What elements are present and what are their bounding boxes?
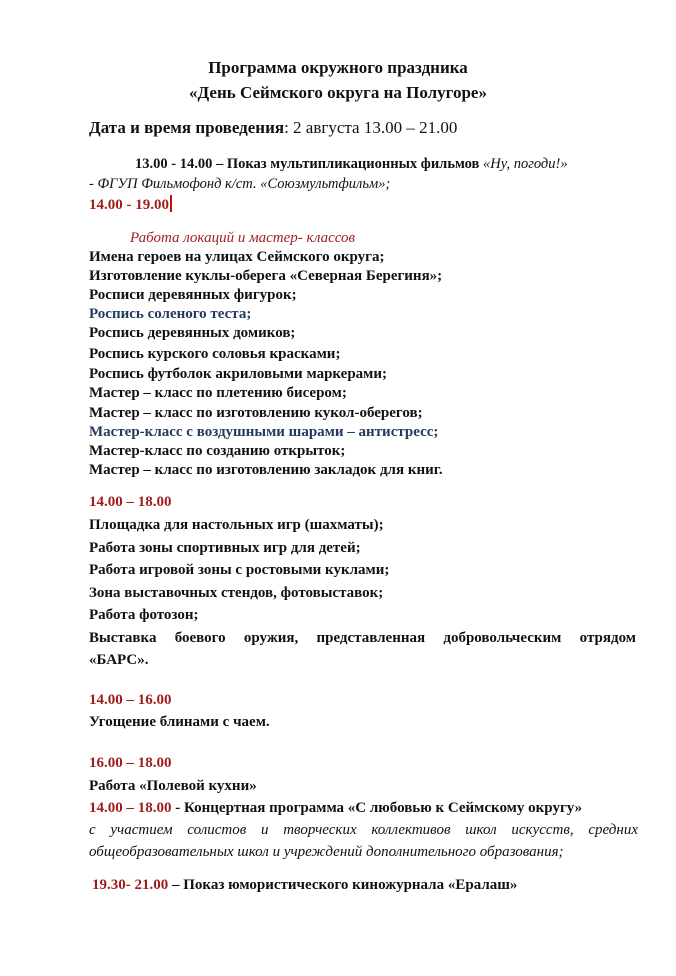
date-label: Дата и время проведения: [89, 118, 285, 137]
block3-time: 14.00 – 16.00: [89, 692, 172, 708]
block1-item: Мастер-класс по созданию открыток;: [89, 443, 346, 459]
first-event-time: 13.00 - 14.00 –: [135, 156, 227, 172]
block2-item: Работа игровой зоны с ростовыми куклами;: [89, 562, 390, 578]
concert-line: [89, 800, 582, 817]
block3-item: Угощение блинами с чаем.: [89, 714, 270, 730]
block1-item: Мастер – класс по плетению бисером;: [89, 385, 347, 401]
block1-item: Роспись соленого теста;: [89, 306, 252, 322]
block2-time: 14.00 – 18.00: [89, 494, 172, 510]
block2-item: Зона выставочных стендов, фотовыставок;: [89, 585, 384, 601]
first-event-source: - ФГУП Фильмофонд к/ст. «Союзмультфильм»;: [89, 176, 391, 192]
block1-time: [89, 195, 172, 214]
first-event-line: [135, 156, 568, 173]
first-event-title: Показ мультипликационных фильмов: [226, 156, 484, 172]
concert-title: - Концертная программа «С любовью к Сеймскому округу»: [171, 800, 583, 816]
concert-desc-line2: общеобразовательных школ и учреждений дополнительного образования;: [89, 844, 564, 860]
block2-item: Работа зоны спортивных игр для детей;: [89, 540, 361, 556]
block1-item: Роспись деревянных домиков;: [89, 325, 296, 341]
title-line-1: Программа окружного праздника: [208, 58, 468, 77]
concert-desc-line1: с участием солистов и творческих коллективов школ искусств, средних: [89, 822, 638, 838]
block1-item: Изготовление куклы-оберега «Северная Берегиня»;: [89, 268, 443, 284]
title-line-2: «День Сеймского округа на Полугоре»: [189, 83, 487, 102]
finale-time: 19.30- 21.00: [92, 877, 169, 893]
block1-item: Роспись курского соловья красками;: [89, 346, 341, 362]
text-cursor: [170, 195, 172, 212]
block4-time: 16.00 – 18.00: [89, 755, 172, 771]
date-line: [89, 118, 457, 138]
block1-item: Мастер – класс по изготовлению закладок для книг.: [89, 462, 443, 478]
block1-item: Роспись футболок акриловыми маркерами;: [89, 366, 388, 382]
block1-item: Мастер-класс с воздушными шарами – антистресс;: [89, 424, 439, 440]
block1-item: Мастер – класс по изготовлению кукол-оберегов;: [89, 405, 423, 421]
first-event-film: «Ну, погоди!»: [483, 156, 568, 172]
block1-item: Имена героев на улицах Сеймского округа;: [89, 249, 385, 265]
block1-time-text: 14.00 - 19.00: [89, 197, 169, 213]
block2-long-item-line1: Выставка боевого оружия, представленная добровольческим отрядом: [89, 630, 636, 646]
finale-title: – Показ юмористического киножурнала «Ералаш»: [168, 877, 518, 893]
finale-line: [92, 877, 517, 894]
block2-item: Работа фотозон;: [89, 607, 199, 623]
block2-long-item-line2: «БАРС».: [89, 652, 149, 668]
date-value: : 2 августа 13.00 – 21.00: [284, 118, 458, 137]
block4-item: Работа «Полевой кухни»: [89, 778, 257, 794]
concert-time: 14.00 – 18.00: [89, 800, 172, 816]
block2-item: Площадка для настольных игр (шахматы);: [89, 517, 384, 533]
block1-item: Росписи деревянных фигурок;: [89, 287, 297, 303]
block1-subtitle: Работа локаций и мастер- классов: [130, 230, 356, 246]
